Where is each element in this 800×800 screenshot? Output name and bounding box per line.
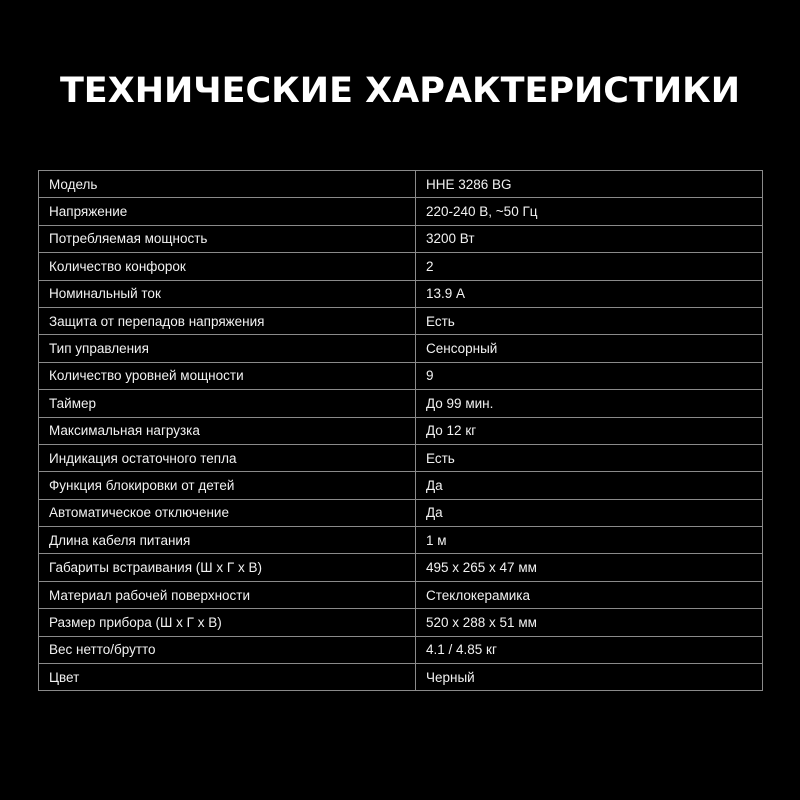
spec-label: Длина кабеля питания [39, 527, 416, 554]
spec-value: 3200 Вт [416, 225, 763, 252]
spec-label: Размер прибора (Ш х Г х В) [39, 609, 416, 636]
spec-value: Есть [416, 444, 763, 471]
table-row [39, 581, 763, 608]
spec-value: 520 х 288 х 51 мм [416, 609, 763, 636]
table-row [39, 390, 763, 417]
spec-label: Количество уровней мощности [39, 362, 416, 389]
spec-label: Модель [39, 171, 416, 198]
spec-value: 13.9 А [416, 280, 763, 307]
spec-value: 1 м [416, 527, 763, 554]
spec-value: Черный [416, 664, 763, 691]
spec-value: До 12 кг [416, 417, 763, 444]
table-row [39, 280, 763, 307]
spec-label: Материал рабочей поверхности [39, 581, 416, 608]
spec-label: Габариты встраивания (Ш х Г х В) [39, 554, 416, 581]
spec-label: Вес нетто/брутто [39, 636, 416, 663]
spec-label: Напряжение [39, 198, 416, 225]
spec-value: 4.1 / 4.85 кг [416, 636, 763, 663]
spec-value: Есть [416, 307, 763, 334]
spec-label: Потребляемая мощность [39, 225, 416, 252]
spec-label: Защита от перепадов напряжения [39, 307, 416, 334]
spec-value: Стеклокерамика [416, 581, 763, 608]
table-row [39, 198, 763, 225]
spec-value: 495 х 265 х 47 мм [416, 554, 763, 581]
specifications-table [38, 170, 763, 691]
table-row [39, 417, 763, 444]
spec-value: 9 [416, 362, 763, 389]
spec-value: Да [416, 472, 763, 499]
spec-value: Да [416, 499, 763, 526]
table-row [39, 609, 763, 636]
spec-value: До 99 мин. [416, 390, 763, 417]
table-row [39, 362, 763, 389]
table-row [39, 253, 763, 280]
spec-label: Автоматическое отключение [39, 499, 416, 526]
table-row [39, 499, 763, 526]
spec-label: Максимальная нагрузка [39, 417, 416, 444]
spec-label: Номинальный ток [39, 280, 416, 307]
spec-label: Функция блокировки от детей [39, 472, 416, 499]
spec-label: Индикация остаточного тепла [39, 444, 416, 471]
table-row [39, 527, 763, 554]
table-row [39, 171, 763, 198]
spec-label: Тип управления [39, 335, 416, 362]
table-row [39, 554, 763, 581]
spec-value: 2 [416, 253, 763, 280]
spec-label: Количество конфорок [39, 253, 416, 280]
spec-value: HHE 3286 BG [416, 171, 763, 198]
spec-value: Сенсорный [416, 335, 763, 362]
table-row [39, 307, 763, 334]
table-row [39, 472, 763, 499]
spec-label: Таймер [39, 390, 416, 417]
table-row [39, 444, 763, 471]
page-title: ТЕХНИЧЕСКИЕ ХАРАКТЕРИСТИКИ [59, 71, 741, 112]
table-row [39, 225, 763, 252]
table-row [39, 636, 763, 663]
spec-label: Цвет [39, 664, 416, 691]
spec-value: 220-240 В, ~50 Гц [416, 198, 763, 225]
table-row [39, 664, 763, 691]
table-row [39, 335, 763, 362]
specifications-table-body [39, 171, 763, 691]
